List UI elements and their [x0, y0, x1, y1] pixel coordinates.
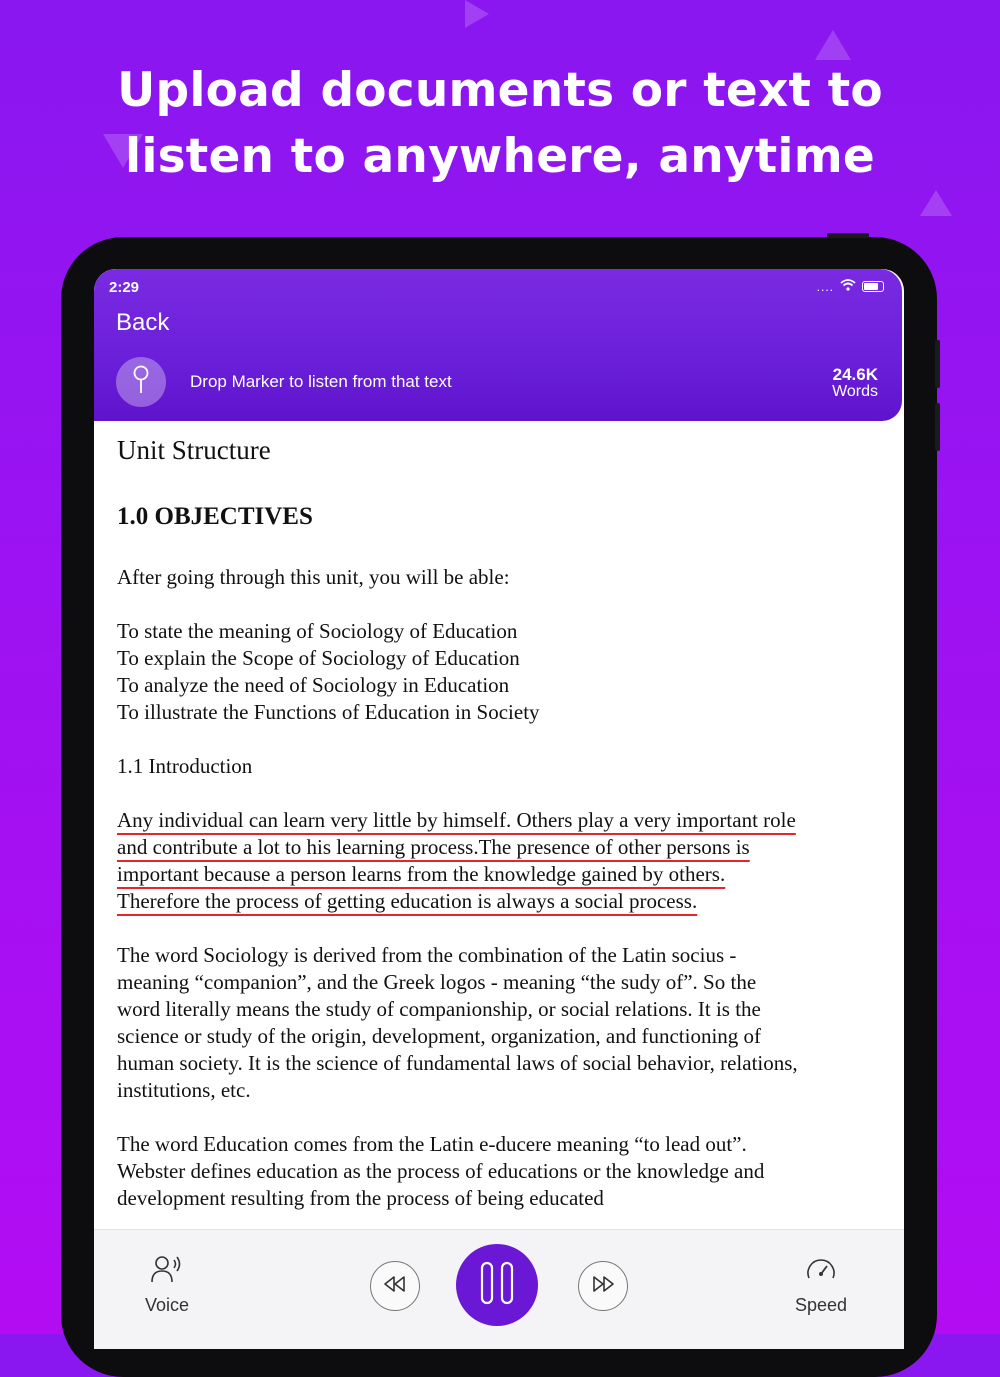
player-bar: [94, 1229, 904, 1349]
drop-marker-button[interactable]: [116, 357, 166, 407]
wifi-icon: [840, 279, 856, 294]
word-count-label: Words: [832, 383, 878, 400]
paragraph-line: The word Education comes from the Latin e-ducere meaning “to lead out”.: [117, 1132, 747, 1156]
highlighted-line: Therefore the process of getting education is always a social process.: [117, 889, 698, 913]
tablet-volume-down: [935, 403, 940, 451]
paragraph-line: human society. It is the science of fundamental laws of social behavior, relations,: [117, 1051, 798, 1075]
paragraph-gap: [117, 915, 877, 942]
document-heading: 1.0 OBJECTIVES: [117, 503, 313, 530]
back-button[interactable]: Back: [116, 309, 170, 336]
promo-headline: [0, 58, 1000, 190]
paragraph-gap: [117, 591, 877, 618]
paragraph-line: The word Sociology is derived from the combination of the Latin socius -: [117, 943, 737, 967]
pin-icon: [131, 365, 151, 400]
paragraph-gap: [117, 726, 877, 753]
tablet-top-button: [827, 233, 869, 238]
background-triangle: [815, 30, 851, 60]
paragraph-line: word literally means the study of companionship, or social relations. It is the: [117, 997, 761, 1021]
tablet-volume-up: [935, 340, 940, 388]
objectives-intro: After going through this unit, you will be able:: [117, 565, 510, 589]
status-time: 2:29: [109, 279, 140, 296]
headline-line-1: Upload documents or text to: [117, 63, 883, 118]
objective-item: To state the meaning of Sociology of Education: [117, 619, 518, 643]
speed-label: Speed: [794, 1295, 848, 1315]
objective-item: To explain the Scope of Sociology of Education: [117, 646, 520, 670]
paragraph-line: Webster defines education as the process of educations or the knowledge and: [117, 1159, 765, 1183]
fast-forward-button[interactable]: [578, 1261, 628, 1311]
paragraph-gap: [117, 780, 877, 807]
highlighted-line: Any individual can learn very little by himself. Others play a very important role: [117, 808, 796, 832]
battery-icon: [862, 281, 884, 292]
speed-button[interactable]: [791, 1256, 851, 1316]
paragraph-line: meaning “companion”, and the Greek logos - meaning “the sudy of”. So the: [117, 970, 757, 994]
voice-label: Voice: [144, 1295, 190, 1315]
highlighted-line: important because a person learns from the knowledge gained by others.: [117, 862, 726, 886]
highlighted-paragraph: [117, 807, 877, 915]
highlighted-line: and contribute a lot to his learning process.The presence of other persons is: [117, 835, 750, 859]
top-bar: [94, 269, 902, 421]
paragraph-gap: [117, 1104, 877, 1131]
pause-icon: [479, 1260, 515, 1311]
voice-icon: [150, 1254, 184, 1289]
voice-button[interactable]: [142, 1254, 192, 1316]
headline-line-2: listen to anywhere, anytime: [125, 129, 875, 184]
fast-forward-icon: [590, 1275, 616, 1298]
rewind-button[interactable]: [370, 1261, 420, 1311]
marker-hint: Drop Marker to listen from that text: [190, 372, 452, 391]
status-icons: [817, 279, 884, 294]
rewind-icon: [382, 1275, 408, 1298]
word-count: 24.6K: [832, 365, 878, 384]
section-title: 1.1 Introduction: [117, 754, 253, 778]
pause-button[interactable]: [456, 1244, 538, 1326]
objective-item: To analyze the need of Sociology in Education: [117, 673, 510, 697]
paragraph-line: development resulting from the process of being educated: [117, 1186, 604, 1210]
paragraph-line: science or study of the origin, development, organization, and functioning of: [117, 1024, 762, 1048]
paragraph-line: institutions, etc.: [117, 1078, 251, 1102]
document-title: Unit Structure: [117, 435, 271, 465]
document-body[interactable]: [117, 433, 877, 1212]
speedometer-icon: [805, 1256, 837, 1289]
background-triangle: [465, 0, 489, 28]
objective-item: To illustrate the Functions of Education in Society: [117, 700, 540, 724]
background-triangle: [920, 190, 952, 216]
app-screen: [94, 269, 904, 1349]
signal-dots: ....: [816, 279, 834, 294]
word-count-badge: [832, 366, 878, 400]
